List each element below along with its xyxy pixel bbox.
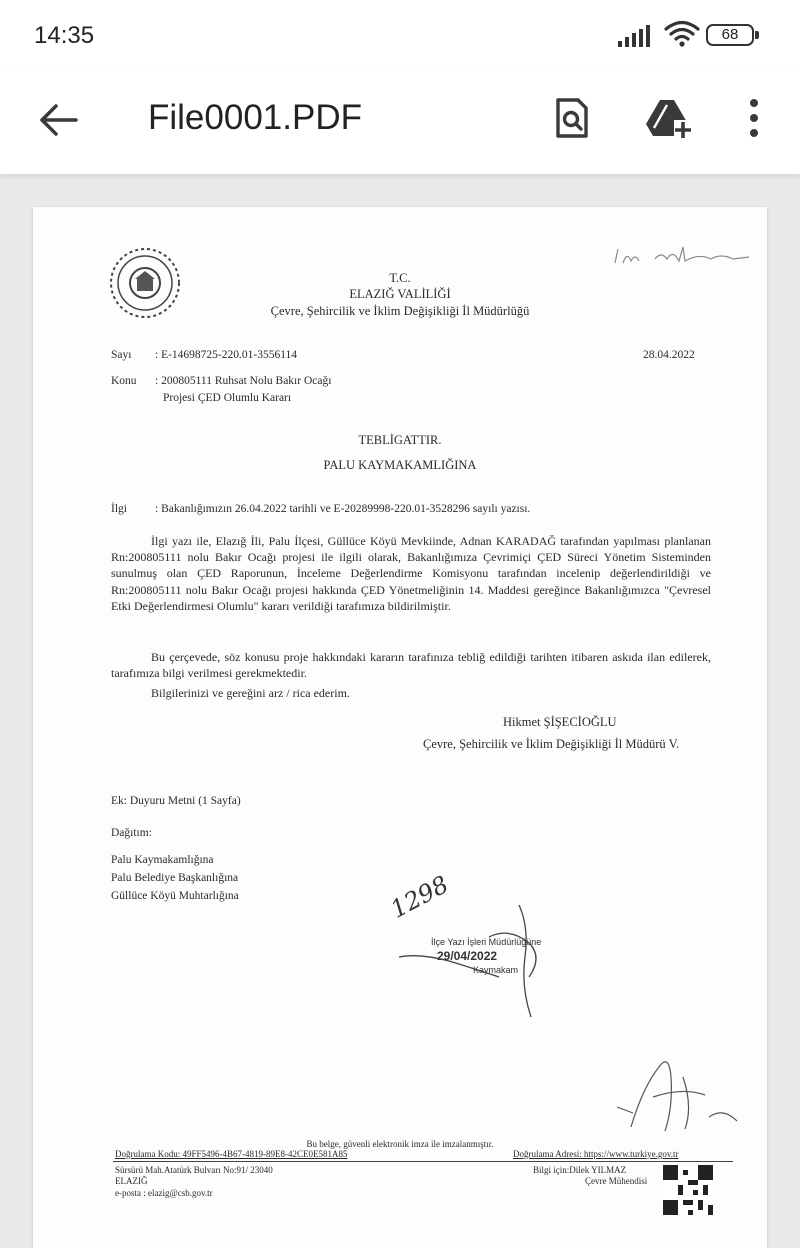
add-to-drive-icon[interactable] [644, 94, 692, 142]
pdf-page [33, 207, 767, 1248]
ilgi-label: İlgi [111, 503, 127, 515]
stamp-line-3: Kaymakam [473, 965, 519, 975]
footer-city: ELAZIĞ [115, 1176, 148, 1186]
konu-label: Konu [111, 375, 137, 387]
footer-address: Sürsürü Mah.Atatürk Bulvarı No:91/ 23040 [115, 1165, 273, 1175]
more-options-icon[interactable] [730, 94, 778, 142]
handwritten-signature-stamp [379, 897, 569, 1037]
stamp-line-1: İlçe Yazı İşleri Müdürlüğüne [431, 937, 542, 947]
battery-level: 68 [721, 26, 739, 43]
back-arrow-icon[interactable] [36, 96, 84, 144]
body-paragraph-2: Bu çerçevede, söz konusu proje hakkındaki kararın tarafınıza tebliğ edildiği tarihten itibaren askıda ilan edilerek, tarafımıza bilgi verilmesi gerekmektedir. [111, 650, 711, 681]
find-in-page-icon[interactable] [548, 94, 596, 142]
distribution-item: Palu Belediye Başkanlığına [111, 872, 239, 884]
konu-value-2: Projesi ÇED Olumlu Kararı [163, 392, 292, 404]
attachment-note: Ek: Duyuru Metni (1 Sayfa) [111, 795, 241, 807]
handwritten-note [609, 239, 759, 273]
handwritten-number: 1298 [386, 870, 454, 924]
signer-title: Çevre, Şehircilik ve İklim Değişikliği İl Müdürü V. [423, 737, 680, 751]
sayi-value: : E-14698725-220.01-3556114 [155, 349, 298, 361]
battery-cap [755, 31, 759, 39]
header-valilik: ELAZIĞ VALİLİĞİ [349, 287, 451, 301]
battery-icon [706, 24, 754, 46]
footer-contact: Bilgi için:Dilek YILMAZ [533, 1165, 627, 1175]
signer-name: Hikmet ŞİŞECİOĞLU [503, 715, 617, 729]
status-bar [0, 0, 800, 72]
bottom-signature [613, 1047, 753, 1137]
footer-verification-url: Doğrulama Adresi: https://www.turkiye.gov.tr [513, 1149, 679, 1159]
sayi-label: Sayı [111, 349, 132, 361]
distribution-item: Palu Kaymakamlığına [111, 854, 214, 866]
status-time: 14:35 [34, 22, 95, 49]
body-paragraph-1: İlgi yazı ile, Elazığ İli, Palu İlçesi, Güllüce Köyü Mevkiinde, Adnan KARADAĞ tarafından yapılması planlanan Rn:200805111 nolu Bakır Ocağı projesi ile ilgili olarak, Bakanlığımıza Çevrimiçi ÇED Süreci Yönetim Sisteminden sunulmuş olan ÇED Raporunun, İnceleme Değerlendirme Komisyonu tarafından incelenip değerlendirildiği ve Rn:200805111 nolu Bakır Ocağı projesi hakkında ÇED Yönetmeliğinin 14. Maddesi gereğince Bakanlığımızca "Çevresel Etki Değerlendirmesi Olumlu" kararı verildiği tarafımıza bildirilmiştir. [111, 534, 711, 613]
footer-email: e-posta : elazig@csb.gov.tr [115, 1188, 213, 1198]
header-directorate: Çevre, Şehircilik ve İklim Değişikliği İl Müdürlüğü [270, 304, 530, 318]
tebligat-heading: TEBLİGATTIR. [358, 433, 442, 447]
footer-signature-note: Bu belge, güvenli elektronik imza ile imzalanmıştır. [306, 1139, 494, 1149]
letter-date: 28.04.2022 [643, 349, 695, 361]
stamp-date: 29/04/2022 [437, 949, 498, 963]
ilgi-value: : Bakanlığımızın 26.04.2022 tarihli ve E-20289998-220.01-3528296 sayılı yazısı. [155, 503, 531, 515]
recipient-heading: PALU KAYMAKAMLIĞINA [323, 458, 477, 472]
wifi-icon [664, 20, 700, 48]
footer-divider [113, 1161, 733, 1162]
footer-role: Çevre Mühendisi [585, 1176, 648, 1186]
body-paragraph-3: Bilgilerinizi ve gereğini arz / rica ederim. [151, 686, 350, 700]
app-bar [0, 72, 800, 175]
signal-icon [618, 25, 656, 47]
footer-verification-code: Doğrulama Kodu: 49FF5496-4B67-4819-89E8-42CE0E581A85 [115, 1149, 348, 1159]
konu-value-1: : 200805111 Ruhsat Nolu Bakır Ocağı [155, 375, 332, 387]
qr-code [663, 1165, 713, 1215]
header-tc: T.C. [389, 271, 411, 285]
distribution-label: Dağıtım: [111, 827, 152, 839]
distribution-item: Güllüce Köyü Muhtarlığına [111, 890, 239, 902]
file-title: File0001.PDF [148, 98, 362, 137]
